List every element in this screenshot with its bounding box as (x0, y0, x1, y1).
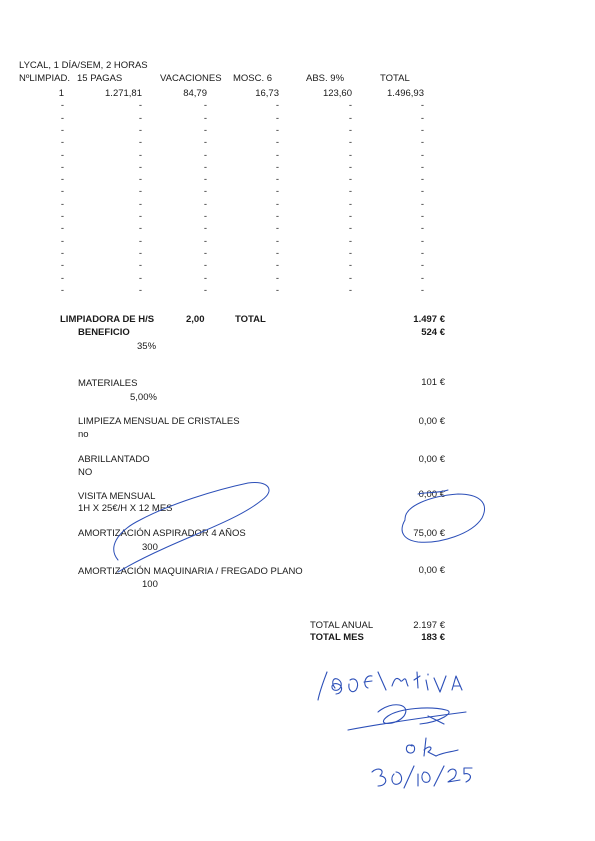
materiales-label: MATERIALES (78, 378, 138, 389)
table-cell: - (60, 198, 64, 210)
table-cell: - (60, 284, 64, 296)
table-cell: - (203, 186, 207, 198)
table-cell: - (420, 174, 424, 186)
table-cell: - (138, 174, 142, 186)
table-cell: - (275, 149, 279, 161)
table-cell: - (348, 149, 352, 161)
table-cell: 1.271,81 (105, 88, 142, 99)
table-cell: - (420, 284, 424, 296)
table-cell: - (348, 272, 352, 284)
column-header-nlimpiad: NºLIMPIAD. (19, 73, 70, 84)
table-cell: - (420, 223, 424, 235)
table-cell: - (138, 260, 142, 272)
table-cell: - (420, 198, 424, 210)
aspirador-label: AMORTIZACIÓN ASPIRADOR 4 AÑOS (78, 528, 246, 539)
visita-note: 1H X 25€/H X 12 MES (78, 503, 173, 514)
beneficio-percentage: 35% (137, 341, 157, 352)
table-cell: - (203, 284, 207, 296)
table-cell: - (203, 100, 207, 112)
table-cell: - (138, 223, 142, 235)
table-cell: - (138, 247, 142, 259)
table-cell: - (60, 112, 64, 124)
table-cell: 16,73 (255, 88, 279, 99)
table-cell: - (420, 260, 424, 272)
table-cell: 84,79 (183, 88, 207, 99)
table-cell: - (203, 198, 207, 210)
total-mes-value: 183 € (421, 632, 445, 643)
table-cell: - (60, 211, 64, 222)
table-cell: - (348, 161, 352, 173)
table-cell: - (138, 149, 142, 161)
table-cell: - (348, 235, 352, 247)
table-cell: - (203, 272, 207, 284)
table-cell: - (348, 223, 352, 235)
materiales-value: 101 € (421, 377, 445, 388)
table-cell: - (348, 100, 352, 112)
handwriting-date (372, 766, 472, 788)
table-cell: - (60, 223, 64, 235)
table-cell: - (60, 186, 64, 198)
table-cell: - (420, 161, 424, 173)
beneficio-label: BENEFICIO (78, 327, 130, 338)
table-cell: - (138, 112, 142, 124)
table-cell: - (275, 260, 279, 272)
table-cell: - (275, 137, 279, 149)
table-cell: - (348, 260, 352, 272)
document-title: LYCAL, 1 DÍA/SEM, 2 HORAS (19, 60, 148, 71)
table-cell: - (203, 211, 207, 222)
table-cell: - (275, 161, 279, 173)
total-mes-label: TOTAL MES (310, 632, 364, 643)
table-cell: - (138, 235, 142, 247)
table-cell: - (138, 284, 142, 296)
total-anual-value: 2.197 € (413, 620, 445, 631)
maquinaria-value: 0,00 € (418, 565, 445, 576)
maquinaria-label: AMORTIZACIÓN MAQUINARIA / FREGADO PLANO (78, 566, 303, 577)
table-cell: - (203, 260, 207, 272)
column-header-mosc: MOSC. 6 (233, 73, 273, 84)
column-header-vacaciones: VACACIONES (160, 73, 222, 84)
column-header-15-pagas: 15 PAGAS (77, 73, 123, 84)
table-cell: - (60, 161, 64, 173)
handwriting-price-note (318, 672, 462, 700)
cristales-value: 0,00 € (418, 416, 445, 427)
table-cell: - (348, 112, 352, 124)
ink-loop-left (114, 482, 269, 572)
ink-circle-right (402, 494, 484, 542)
handwritten-signature (348, 705, 466, 730)
table-cell: - (348, 284, 352, 296)
table-cell: - (275, 223, 279, 235)
abrillantado-value: 0,00 € (418, 454, 445, 465)
abrillantado-label: ABRILLANTADO (78, 454, 150, 465)
table-cell: - (275, 124, 279, 136)
table-cell: - (275, 235, 279, 247)
table-cell: 1 (58, 88, 64, 99)
aspirador-value: 75,00 € (413, 528, 445, 539)
table-cell: - (60, 124, 64, 136)
table-cell: - (138, 124, 142, 136)
table-cell: - (203, 149, 207, 161)
table-cell: - (275, 100, 279, 112)
table-cell: - (203, 112, 207, 124)
column-header-abs: ABS. 9% (306, 73, 345, 84)
table-cell: - (60, 149, 64, 161)
table-cell: - (203, 124, 207, 136)
table-cell: - (275, 186, 279, 198)
table-cell: - (348, 247, 352, 259)
table-cell: - (275, 247, 279, 259)
table-cell: - (203, 247, 207, 259)
table-cell: - (275, 198, 279, 210)
table-cell: - (275, 284, 279, 296)
table-cell: - (275, 211, 279, 222)
table-cell: - (138, 137, 142, 149)
table-cell: - (420, 137, 424, 149)
table-cell: - (60, 247, 64, 259)
table-cell: - (275, 272, 279, 284)
table-cell: - (60, 137, 64, 149)
table-cell: - (420, 235, 424, 247)
table-cell: - (420, 100, 424, 112)
limpiadora-label: LIMPIADORA DE H/S (60, 314, 155, 325)
table-cell: - (203, 223, 207, 235)
visita-label: VISITA MENSUAL (78, 491, 156, 502)
table-cell: - (203, 235, 207, 247)
table-cell: - (60, 260, 64, 272)
table-cell: - (348, 211, 352, 222)
table-cell: - (348, 186, 352, 198)
table-cell: - (60, 174, 64, 186)
total-value: 1.497 € (413, 314, 445, 325)
table-cell: - (203, 161, 207, 173)
ink-tick-right (418, 490, 448, 494)
table-cell: - (348, 137, 352, 149)
table-cell: - (420, 186, 424, 198)
aspirador-note: 300 (142, 542, 158, 553)
table-cell: - (138, 100, 142, 112)
table-cell: - (275, 174, 279, 186)
table-cell: - (348, 198, 352, 210)
table-cell: - (60, 100, 64, 112)
table-cell: - (138, 211, 142, 222)
maquinaria-note: 100 (142, 579, 158, 590)
column-header-total: TOTAL (380, 73, 410, 84)
table-cell: - (138, 186, 142, 198)
table-cell: - (420, 149, 424, 161)
table-cell: - (138, 198, 142, 210)
table-cell: - (420, 272, 424, 284)
table-cell: - (60, 235, 64, 247)
table-cell: - (203, 174, 207, 186)
table-cell: - (420, 211, 424, 222)
table-cell: - (420, 247, 424, 259)
table-cell: - (275, 112, 279, 124)
handwriting-ok (406, 738, 458, 756)
table-cell: - (420, 112, 424, 124)
cristales-note: no (78, 429, 89, 440)
table-cell: - (203, 137, 207, 149)
abrillantado-note: NO (78, 467, 93, 478)
materiales-note: 5,00% (130, 392, 157, 403)
cristales-label: LIMPIEZA MENSUAL DE CRISTALES (78, 416, 240, 427)
total-anual-label: TOTAL ANUAL (310, 620, 374, 631)
limpiadora-hours: 2,00 (186, 314, 205, 325)
table-cell: - (138, 161, 142, 173)
total-label: TOTAL (235, 314, 266, 325)
table-cell: - (138, 272, 142, 284)
table-cell: - (420, 124, 424, 136)
table-cell: 1.496,93 (387, 88, 424, 99)
visita-value: 0,00 € (418, 489, 445, 500)
table-cell: 123,60 (322, 88, 352, 99)
table-cell: - (348, 124, 352, 136)
beneficio-value: 524 € (421, 327, 445, 338)
table-cell: - (60, 272, 64, 284)
table-cell: - (348, 174, 352, 186)
